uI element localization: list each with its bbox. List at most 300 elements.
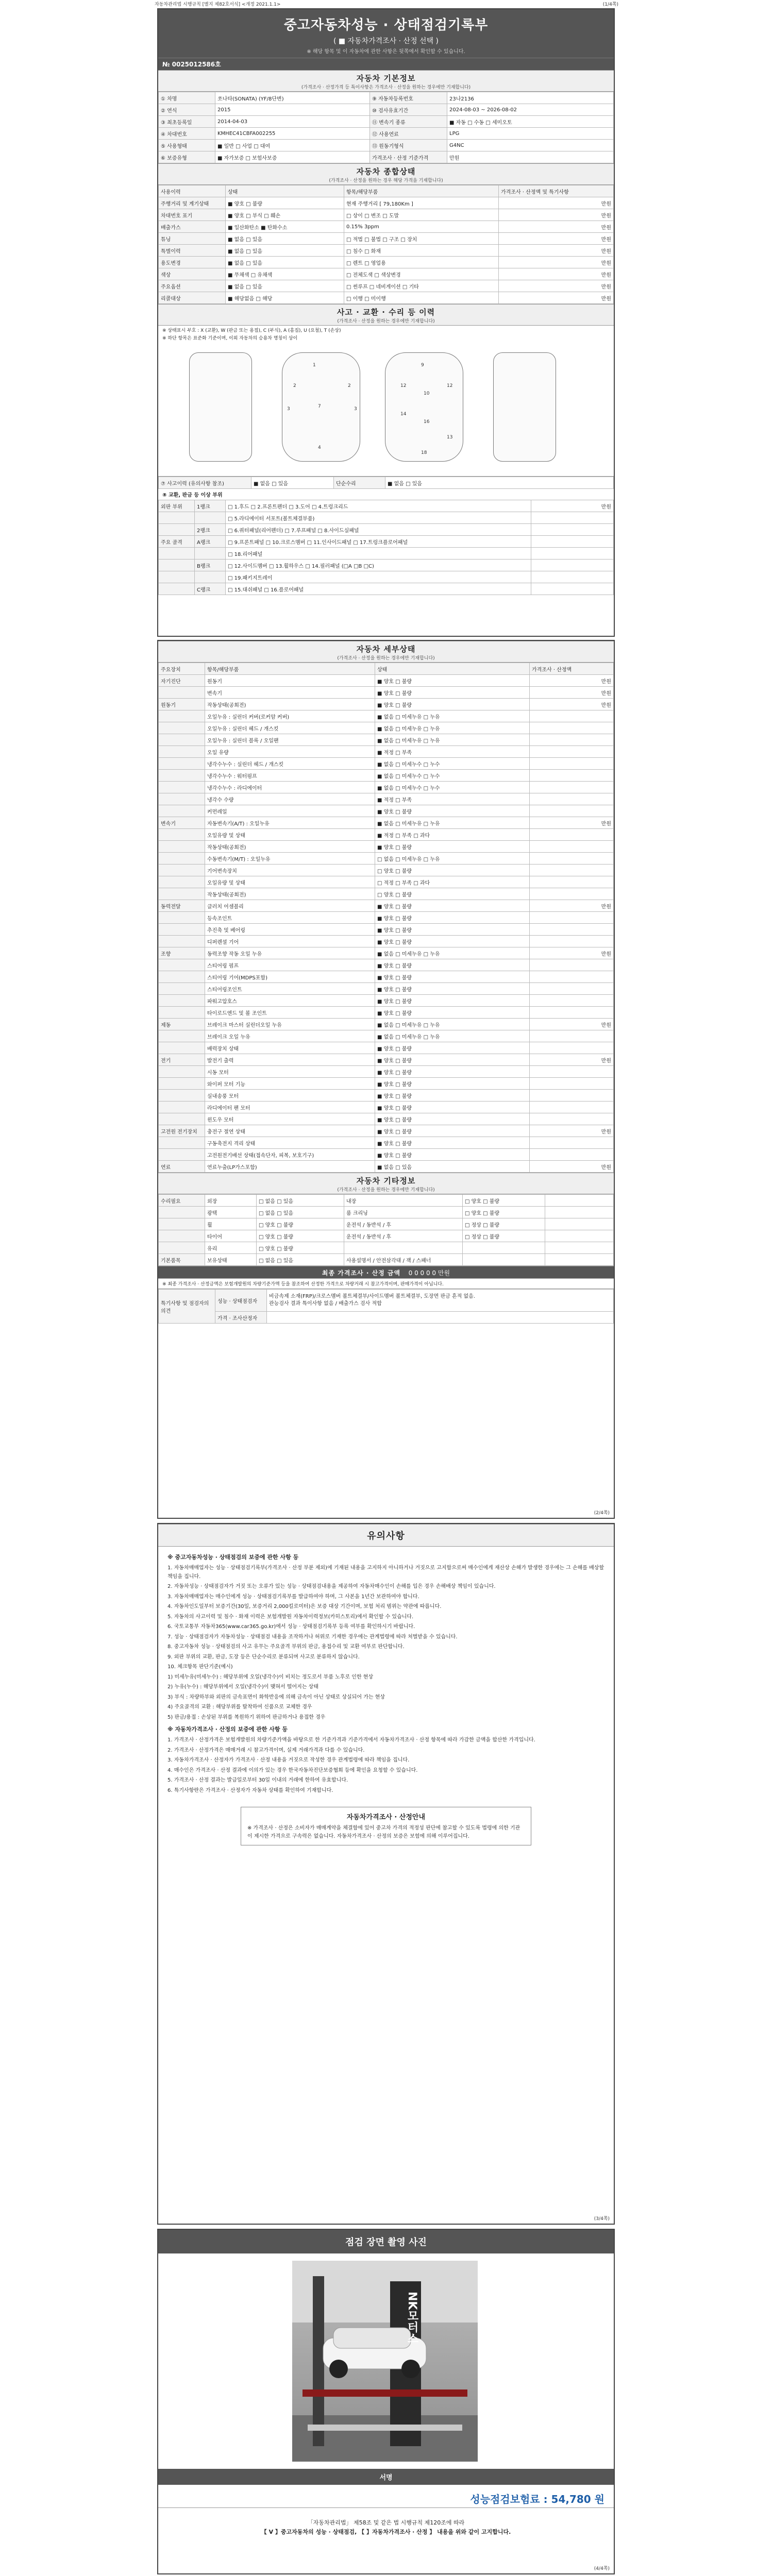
simple-repair-value: ■ 없음 □ 있음 bbox=[385, 477, 614, 489]
detail-state: ■ 양호 □ 불량 bbox=[375, 995, 530, 1007]
detail-item: 파워고압호스 bbox=[205, 995, 375, 1007]
notice-paragraph: 3. 자동차매매업자는 매수인에게 성능 · 상태점검기록부를 발급하여야 하며, 그 사본을 1년간 보관하여야 합니다. bbox=[167, 1594, 419, 1600]
detail-price: 만원 bbox=[530, 817, 614, 829]
parts-group bbox=[159, 571, 195, 583]
parts-items: □ 9.프론트패널 □ 10.크로스멤버 □ 11.인사이드패널 □ 17.트렁크플로어패널 bbox=[226, 536, 531, 548]
detail-device bbox=[159, 829, 205, 841]
special-notes-table bbox=[158, 1289, 614, 1324]
summary-row bbox=[159, 209, 614, 221]
other-row bbox=[159, 1207, 614, 1218]
detail-item: 커먼레일 bbox=[205, 805, 375, 817]
basic-info-label: 가격조사 · 산정 기준가격 bbox=[370, 151, 447, 163]
basic-info-value: ■ 자가보증 □ 보험사보증 bbox=[215, 151, 370, 163]
summary-detail: □ 전체도색 □ 색상변경 bbox=[344, 268, 499, 280]
final-note: ※ 최종 가격조사 · 산정금액은 보험개발원의 차량기준가액 등을 참조하여 산정한 가격으로 차량거래 시 참고가격이며, 판매가격이 아닙니다. bbox=[158, 1279, 614, 1289]
detail-title: 자동차 세부상태 bbox=[356, 645, 416, 654]
part-marker: 14 bbox=[400, 412, 407, 417]
parts-rank: 1랭크 bbox=[195, 500, 226, 512]
final-amount: 0 0 0 0 0 만원 bbox=[408, 1269, 450, 1277]
detail-price bbox=[530, 853, 614, 865]
detail-row bbox=[159, 924, 614, 936]
detail-state: □ 적정 □ 부족 □ 과다 bbox=[375, 876, 530, 888]
parts-price bbox=[531, 560, 614, 571]
notice-paragraph: 2. 자동차성능 · 상태점검자가 거짓 또는 오류가 있는 성능 · 상태점검내용을 제공하여 자동차매수인이 손해를 입은 경우 손해배상 책임이 있습니다. bbox=[167, 1584, 496, 1590]
detail-price bbox=[530, 1042, 614, 1054]
notice-paragraph: 6. 국토교통부 자동차365(www.car365.go.kr)에서 성능 · 상태점검기록부 등록 여부를 확인하시기 바랍니다. bbox=[167, 1624, 415, 1630]
notice-paragraph: 10. 체크항목 판단기준(예시) bbox=[167, 1664, 233, 1670]
insurance-fee: 성능점검보험료 : 54,780 원 bbox=[470, 2493, 604, 2505]
summary-detail: □ 상이 □ 변조 □ 도말 bbox=[344, 209, 499, 221]
summary-row bbox=[159, 292, 614, 304]
summary-price: 만원 bbox=[499, 221, 614, 233]
parts-title: ⑧ 교환, 판금 등 이상 부위 bbox=[162, 493, 223, 498]
summary-label: 주요옵션 bbox=[159, 280, 226, 292]
page-count: (1/4쪽) bbox=[602, 2, 618, 7]
summary-header bbox=[158, 163, 614, 185]
detail-device bbox=[159, 734, 205, 746]
summary-row bbox=[159, 268, 614, 280]
notice-heading-2: ※ 자동차가격조사 · 산정의 보증에 관한 사항 등 bbox=[167, 1726, 288, 1733]
parts-price: 만원 bbox=[531, 500, 614, 512]
detail-device bbox=[159, 1137, 205, 1149]
parts-rank: B랭크 bbox=[195, 560, 226, 571]
basic-info-row bbox=[159, 128, 614, 140]
summary-detail: □ 이행 □ 미이행 bbox=[344, 292, 499, 304]
detail-row bbox=[159, 758, 614, 770]
final-title: 최종 가격조사 · 산정 금액 bbox=[322, 1269, 401, 1277]
detail-price bbox=[530, 805, 614, 817]
other-state: □ 없음 □ 있음 bbox=[257, 1254, 344, 1266]
notice-paragraph: 4) 주요골격의 교환 : 해당부위를 탈착하여 신품으로 교체한 경우 bbox=[167, 1704, 312, 1710]
basic-info-value: ■ 자동 □ 수동 □ 세미오토 bbox=[447, 116, 614, 128]
part-marker: 1 bbox=[313, 363, 316, 368]
notice-paragraph: 7. 성능 · 상태점검자가 자동차성능 · 상태점검 내용을 조작하거나 허위로 기재한 경우에는 관계법령에 따라 처벌받을 수 있습니다. bbox=[167, 1634, 458, 1640]
summary-col-price: 가격조사 · 산정액 및 특기사항 bbox=[499, 185, 614, 197]
detail-price bbox=[530, 1078, 614, 1090]
detail-item: 작동상태(공회전) bbox=[205, 699, 375, 710]
report-header bbox=[158, 9, 614, 58]
summary-table bbox=[158, 185, 614, 304]
part-marker: 2 bbox=[293, 383, 296, 388]
notice-paragraph: 5. 자동차의 사고이력 및 침수 · 화재 이력은 보험개발원 자동차이력정보(카히스토리)에서 확인할 수 있습니다. bbox=[167, 1614, 414, 1620]
report-note: ※ 해당 항목 및 이 자동차에 관한 사항은 뒷쪽에서 확인할 수 있습니다. bbox=[307, 49, 465, 55]
final-header bbox=[158, 1266, 614, 1279]
basic-info-label: ④ 차대번호 bbox=[159, 128, 215, 140]
detail-price bbox=[530, 793, 614, 805]
detail-price bbox=[530, 865, 614, 876]
page-number: (3/4쪽) bbox=[594, 2216, 610, 2222]
other-item: 휠 bbox=[205, 1218, 257, 1230]
detail-price: 만원 bbox=[530, 947, 614, 959]
accident-history-label: ⑦ 사고이력 (유의사항 참조) bbox=[159, 477, 251, 489]
basic-info-row bbox=[159, 151, 614, 163]
detail-state: ■ 양호 □ 불량 bbox=[375, 983, 530, 995]
detail-row bbox=[159, 959, 614, 971]
detail-item: 동력조향 작동 오일 누유 bbox=[205, 947, 375, 959]
other-note: (가격조사 · 산정을 원하는 경우에만 기재합니다) bbox=[337, 1188, 435, 1193]
other-item-2 bbox=[344, 1242, 463, 1254]
detail-row bbox=[159, 1090, 614, 1101]
detail-price bbox=[530, 734, 614, 746]
part-marker: 4 bbox=[318, 445, 321, 450]
other-group bbox=[159, 1230, 205, 1242]
detail-row bbox=[159, 995, 614, 1007]
appraisal-guide-box bbox=[241, 1807, 531, 1845]
basic-info-label: ② 연식 bbox=[159, 104, 215, 116]
parts-items: □ 12.사이드멤버 □ 13.휠하우스 □ 14.필러패널 (□A □B □C) bbox=[226, 560, 531, 571]
detail-device bbox=[159, 865, 205, 876]
detail-price: 만원 bbox=[530, 675, 614, 687]
legal-footer-2: 【 V 】중고자동차의 성능 · 상태점검, 【 】자동차가격조사 · 산정 】 내용을 위와 같이 고지합니다. bbox=[261, 2528, 511, 2535]
summary-row bbox=[159, 245, 614, 257]
detail-device bbox=[159, 687, 205, 699]
part-marker: 10 bbox=[424, 391, 430, 396]
summary-label: 튜닝 bbox=[159, 233, 226, 245]
summary-status: ■ 일산화탄소 ■ 탄화수소 bbox=[226, 221, 344, 233]
detail-row bbox=[159, 936, 614, 947]
detail-state: ■ 없음 □ 미세누수 □ 누수 bbox=[375, 758, 530, 770]
detail-row bbox=[159, 829, 614, 841]
detail-item: 오일누유 : 실린더 헤드 / 개스킷 bbox=[205, 722, 375, 734]
detail-state: ■ 없음 □ 미세누수 □ 누수 bbox=[375, 770, 530, 782]
detail-item: 타이로드엔드 및 볼 조인트 bbox=[205, 1007, 375, 1019]
detail-device bbox=[159, 1113, 205, 1125]
summary-label: 배출가스 bbox=[159, 221, 226, 233]
detail-item: 클러치 어셈블리 bbox=[205, 900, 375, 912]
detail-item: 윈도우 모터 bbox=[205, 1113, 375, 1125]
detail-row bbox=[159, 1042, 614, 1054]
detail-device bbox=[159, 853, 205, 865]
detail-price bbox=[530, 1137, 614, 1149]
parts-items: □ 6.쿼터패널(리어펜더) □ 7.루프패널 □ 8.사이드실패널 bbox=[226, 524, 531, 536]
detail-state: ■ 없음 □ 미세누유 □ 누유 bbox=[375, 1019, 530, 1030]
detail-row bbox=[159, 734, 614, 746]
detail-row bbox=[159, 888, 614, 900]
detail-row bbox=[159, 1054, 614, 1066]
summary-status: ■ 없음 □ 있음 bbox=[226, 245, 344, 257]
detail-col-state: 상태 bbox=[375, 663, 530, 675]
photo-title: 점검 장면 촬영 사진 bbox=[158, 2230, 614, 2253]
part-marker: 2 bbox=[348, 383, 351, 388]
basic-info-row bbox=[159, 140, 614, 151]
detail-row bbox=[159, 675, 614, 687]
accident-legend-2: ※ 하단 항목은 표준화 기준이며, 이외 자동차의 승용차 명칭이 상이 bbox=[162, 336, 298, 341]
summary-status: ■ 없음 □ 있음 bbox=[226, 233, 344, 245]
basic-info-label: ⑫ 사용연료 bbox=[370, 128, 447, 140]
other-group bbox=[159, 1218, 205, 1230]
parts-price bbox=[531, 536, 614, 548]
accident-history-value: ■ 없음 □ 있음 bbox=[251, 477, 334, 489]
detail-price bbox=[530, 758, 614, 770]
detail-item: 냉각수누수 : 워터펌프 bbox=[205, 770, 375, 782]
accident-note: (가격조사 · 산정을 원하는 경우에만 기재합니다) bbox=[337, 319, 435, 324]
other-price bbox=[545, 1230, 614, 1242]
detail-item: 발전기 출력 bbox=[205, 1054, 375, 1066]
detail-price: 만원 bbox=[530, 699, 614, 710]
detail-device: 변속기 bbox=[159, 817, 205, 829]
basic-info-label: ⑤ 사용형태 bbox=[159, 140, 215, 151]
detail-row bbox=[159, 699, 614, 710]
summary-price: 만원 bbox=[499, 280, 614, 292]
detail-state: ■ 양호 □ 불량 bbox=[375, 1066, 530, 1078]
summary-row bbox=[159, 280, 614, 292]
parts-group: 주요 골격 bbox=[159, 536, 195, 548]
basic-info-header bbox=[158, 70, 614, 92]
detail-item: 실내송풍 모터 bbox=[205, 1090, 375, 1101]
detail-state: □ 양호 □ 불량 bbox=[375, 865, 530, 876]
parts-row bbox=[159, 512, 614, 524]
other-group bbox=[159, 1242, 205, 1254]
detail-state: ■ 양호 □ 불량 bbox=[375, 1054, 530, 1066]
car-diagram bbox=[158, 342, 614, 477]
detail-device bbox=[159, 793, 205, 805]
detail-item: 원동기 bbox=[205, 675, 375, 687]
page-number: (2/4쪽) bbox=[594, 1511, 610, 1516]
detail-device bbox=[159, 841, 205, 853]
other-state: □ 없음 □ 있음 bbox=[257, 1195, 344, 1207]
detail-state: □ 없음 □ 미세누유 □ 누유 bbox=[375, 853, 530, 865]
detail-price bbox=[530, 876, 614, 888]
notice-paragraph: 3. 자동차가격조사 · 산정자가 가격조사 · 산정 내용을 거짓으로 작성한 경우 관계법령에 따라 책임을 집니다. bbox=[167, 1757, 410, 1764]
parts-row bbox=[159, 548, 614, 560]
parts-row bbox=[159, 500, 614, 512]
other-price bbox=[545, 1254, 614, 1266]
detail-note: (가격조사 · 산정을 원하는 경우에만 기재합니다) bbox=[337, 656, 435, 661]
part-marker: 16 bbox=[424, 419, 430, 425]
detail-price bbox=[530, 1030, 614, 1042]
detail-item: 오일누유 : 실린더 블록 / 오일팬 bbox=[205, 734, 375, 746]
parts-rank bbox=[195, 512, 226, 524]
notice-paragraph: 4. 자동차인도일부터 보증기간(30일, 보증거리 2,000킬로미터)은 보증 대상 기간이며, 보험 처리 범위는 약관에 따릅니다. bbox=[167, 1604, 442, 1610]
detail-price bbox=[530, 888, 614, 900]
detail-state: ■ 양호 □ 불량 bbox=[375, 699, 530, 710]
detail-item: 냉각수누수 : 실린더 헤드 / 개스킷 bbox=[205, 758, 375, 770]
detail-device: 원동기 bbox=[159, 699, 205, 710]
detail-device bbox=[159, 1042, 205, 1054]
detail-item: 구동축전지 격리 상태 bbox=[205, 1137, 375, 1149]
detail-item: 브레이크 오일 누유 bbox=[205, 1030, 375, 1042]
detail-row bbox=[159, 805, 614, 817]
detail-row bbox=[159, 687, 614, 699]
other-state-2: □ 양호 □ 불량 bbox=[463, 1207, 545, 1218]
detail-row bbox=[159, 947, 614, 959]
detail-state: ■ 적정 □ 부족 bbox=[375, 793, 530, 805]
summary-detail: 현재 주행거리 [ 79,180Km ] bbox=[344, 197, 499, 209]
basic-info-row bbox=[159, 92, 614, 104]
detail-price bbox=[530, 829, 614, 841]
detail-state: ■ 없음 □ 미세누유 □ 누유 bbox=[375, 710, 530, 722]
parts-group bbox=[159, 560, 195, 571]
basic-info-value: 2024-08-03 ~ 2026-08-02 bbox=[447, 104, 614, 116]
other-state-2: □ 정상 □ 불량 bbox=[463, 1230, 545, 1242]
other-item: 유리 bbox=[205, 1242, 257, 1254]
detail-device bbox=[159, 995, 205, 1007]
detail-price bbox=[530, 936, 614, 947]
other-item-2: 룸 크리닝 bbox=[344, 1207, 463, 1218]
detail-price: 만원 bbox=[530, 1019, 614, 1030]
summary-row bbox=[159, 257, 614, 268]
part-marker: 12 bbox=[447, 383, 453, 388]
detail-device bbox=[159, 1101, 205, 1113]
notice-paragraph: 1. 가격조사 · 산정가격은 보험개발원의 차량기준가액을 바탕으로 한 기준가격과 기준가격에서 자동차가격조사 · 산정 항목에 따라 가감한 금액을 합산한 가격입니다. bbox=[167, 1737, 535, 1743]
detail-row bbox=[159, 722, 614, 734]
detail-state: ■ 없음 □ 미세누유 □ 누유 bbox=[375, 817, 530, 829]
summary-label: 차대번호 표기 bbox=[159, 209, 226, 221]
basic-info-value: 2014-04-03 bbox=[215, 116, 370, 128]
detail-row bbox=[159, 817, 614, 829]
notice-body bbox=[158, 1547, 614, 1800]
other-row bbox=[159, 1254, 614, 1266]
summary-price: 만원 bbox=[499, 257, 614, 268]
detail-device bbox=[159, 1066, 205, 1078]
summary-row bbox=[159, 221, 614, 233]
detail-price bbox=[530, 1113, 614, 1125]
summary-detail: 0.15% 3ppm bbox=[344, 221, 499, 233]
summary-label: 리콜대상 bbox=[159, 292, 226, 304]
parts-items: □ 15.대쉬패널 □ 16.플로어패널 bbox=[226, 583, 531, 595]
detail-row bbox=[159, 1125, 614, 1137]
other-item-2: 사용설명서 / 안전삼각대 / 잭 / 스패너 bbox=[344, 1254, 463, 1266]
summary-price: 만원 bbox=[499, 268, 614, 280]
detail-price: 만원 bbox=[530, 1125, 614, 1137]
summary-status: ■ 해당없음 □ 해당 bbox=[226, 292, 344, 304]
detail-header bbox=[158, 641, 614, 663]
detail-state: ■ 없음 □ 있음 bbox=[375, 1161, 530, 1173]
other-state-2: □ 양호 □ 불량 bbox=[463, 1195, 545, 1207]
basic-info-value: ■ 일반 □ 사업 □ 대여 bbox=[215, 140, 370, 151]
other-title: 자동차 기타정보 bbox=[356, 1176, 416, 1185]
detail-state: ■ 적정 □ 부족 bbox=[375, 746, 530, 758]
legal-footer bbox=[158, 2518, 614, 2536]
detail-device bbox=[159, 782, 205, 793]
detail-item: 냉각수 수량 bbox=[205, 793, 375, 805]
detail-state: □ 양호 □ 불량 bbox=[375, 888, 530, 900]
detail-row bbox=[159, 865, 614, 876]
detail-device bbox=[159, 722, 205, 734]
accident-legend: ※ 상태표시 부호 : X (교환), W (판금 또는 용접), C (부식), A (흠집), U (요철), T (손상) bbox=[162, 328, 341, 333]
inspector-opinion-2: 관능검사 결과 특이사항 없음 / 배출가스 검사 적합 bbox=[269, 1301, 382, 1307]
detail-state: ■ 없음 □ 미세누유 □ 누유 bbox=[375, 1030, 530, 1042]
detail-state: ■ 양호 □ 불량 bbox=[375, 1007, 530, 1019]
report-subtitle: ( ■ 자동차가격조사 · 산정 선택 ) bbox=[333, 37, 439, 45]
signature-body bbox=[158, 2485, 614, 2508]
detail-row bbox=[159, 770, 614, 782]
parts-group bbox=[159, 512, 195, 524]
detail-item: 연료누출(LP가스포함) bbox=[205, 1161, 375, 1173]
lift-brand-text: NK모터스 bbox=[406, 2292, 418, 2344]
summary-col-item: 항목/해당부품 bbox=[344, 185, 499, 197]
detail-price bbox=[530, 782, 614, 793]
other-item: 보유상태 bbox=[205, 1254, 257, 1266]
detail-row bbox=[159, 983, 614, 995]
detail-price bbox=[530, 971, 614, 983]
detail-item: 변속기 bbox=[205, 687, 375, 699]
other-price bbox=[545, 1195, 614, 1207]
detail-item: 스티어링 기어(MDPS포함) bbox=[205, 971, 375, 983]
detail-row bbox=[159, 1019, 614, 1030]
accident-summary-table bbox=[158, 477, 614, 489]
detail-state: ■ 양호 □ 불량 bbox=[375, 936, 530, 947]
other-row bbox=[159, 1230, 614, 1242]
inspector-opinion-1: 비금속제 소재(FRP)/크로스멤버 볼트체결부/사이드멤버 볼트체결부, 도장면 판금 흔적 없음. bbox=[269, 1294, 475, 1299]
detail-row bbox=[159, 1030, 614, 1042]
page-3 bbox=[157, 1523, 615, 2225]
car-frame-outline bbox=[385, 352, 463, 462]
other-group: 수리필요 bbox=[159, 1195, 205, 1207]
parts-rank bbox=[195, 571, 226, 583]
detail-device: 조향 bbox=[159, 947, 205, 959]
summary-label: 용도변경 bbox=[159, 257, 226, 268]
notice-paragraph: 5) 판금/용접 : 손상된 부위를 복원하기 위하여 판금하거나 용접한 경우 bbox=[167, 1714, 326, 1720]
detail-price: 만원 bbox=[530, 900, 614, 912]
detail-item: 충전구 절연 상태 bbox=[205, 1125, 375, 1137]
detail-item: 스티어링조인트 bbox=[205, 983, 375, 995]
page-4 bbox=[157, 2229, 615, 2574]
notice-paragraph: 9. 외판 부위의 교환, 판금, 도장 등은 단순수리로 분류되며 사고로 분류하지 않습니다. bbox=[167, 1654, 360, 1660]
basic-info-value: 2015 bbox=[215, 104, 370, 116]
detail-state: ■ 양호 □ 불량 bbox=[375, 841, 530, 853]
detail-row bbox=[159, 1149, 614, 1161]
other-state-2 bbox=[463, 1254, 545, 1266]
parts-price bbox=[531, 583, 614, 595]
notice-paragraph: 3) 부식 : 차량하부와 외판의 금속표면이 화학반응에 의해 금속이 아닌 상태로 상실되어 가는 현상 bbox=[167, 1694, 385, 1700]
detail-state: ■ 양호 □ 불량 bbox=[375, 687, 530, 699]
detail-item: 스티어링 펌프 bbox=[205, 959, 375, 971]
detail-device bbox=[159, 936, 205, 947]
summary-col-history: 사용이력 bbox=[159, 185, 226, 197]
summary-detail: □ 썬루프 □ 네비게이션 □ 기타 bbox=[344, 280, 499, 292]
detail-price bbox=[530, 912, 614, 924]
parts-rank: 2랭크 bbox=[195, 524, 226, 536]
summary-status: ■ 없음 □ 있음 bbox=[226, 280, 344, 292]
detail-col-price: 가격조사 · 산정액 bbox=[530, 663, 614, 675]
summary-label: 색상 bbox=[159, 268, 226, 280]
detail-row bbox=[159, 1007, 614, 1019]
basic-info-label: ③ 최초등록일 bbox=[159, 116, 215, 128]
detail-device bbox=[159, 758, 205, 770]
parts-row bbox=[159, 536, 614, 548]
detail-item: 수동변속기(M/T) : 오일누유 bbox=[205, 853, 375, 865]
detail-device: 고전원 전기장치 bbox=[159, 1125, 205, 1137]
detail-device bbox=[159, 876, 205, 888]
form-regulation: 자동차관리법 시행규칙 [별지 제82호서식] <개정 2021.1.1> bbox=[155, 2, 281, 7]
other-row bbox=[159, 1195, 614, 1207]
car-right-side-outline bbox=[493, 352, 556, 462]
basic-info-label: ⑬ 원동기형식 bbox=[370, 140, 447, 151]
parts-rank bbox=[195, 548, 226, 560]
parts-items: □ 18.리어패널 bbox=[226, 548, 531, 560]
detail-state: ■ 양호 □ 불량 bbox=[375, 959, 530, 971]
appraiser-opinion bbox=[267, 1312, 614, 1324]
parts-items: □ 19.패키지트레이 bbox=[226, 571, 531, 583]
summary-col-status: 상태 bbox=[226, 185, 344, 197]
detail-item: 브레이크 마스터 실린더오일 누유 bbox=[205, 1019, 375, 1030]
parts-row bbox=[159, 583, 614, 595]
detail-item: 디퍼렌셜 기어 bbox=[205, 936, 375, 947]
notice-paragraph: 5. 가격조사 · 산정 결과는 발급일로부터 30일 이내의 거래에 한하여 유효합니다. bbox=[167, 1777, 348, 1784]
detail-row bbox=[159, 841, 614, 853]
inspector-label: 성능 · 상태점검자 bbox=[215, 1290, 267, 1312]
detail-device bbox=[159, 1149, 205, 1161]
parts-group bbox=[159, 583, 195, 595]
detail-price bbox=[530, 995, 614, 1007]
other-item-2: 운전석 / 동반석 / 후 bbox=[344, 1218, 463, 1230]
detail-price bbox=[530, 983, 614, 995]
summary-label: 주행거리 및 계기상태 bbox=[159, 197, 226, 209]
summary-status: ■ 양호 □ 불량 bbox=[226, 197, 344, 209]
detail-device bbox=[159, 1007, 205, 1019]
detail-price: 만원 bbox=[530, 687, 614, 699]
